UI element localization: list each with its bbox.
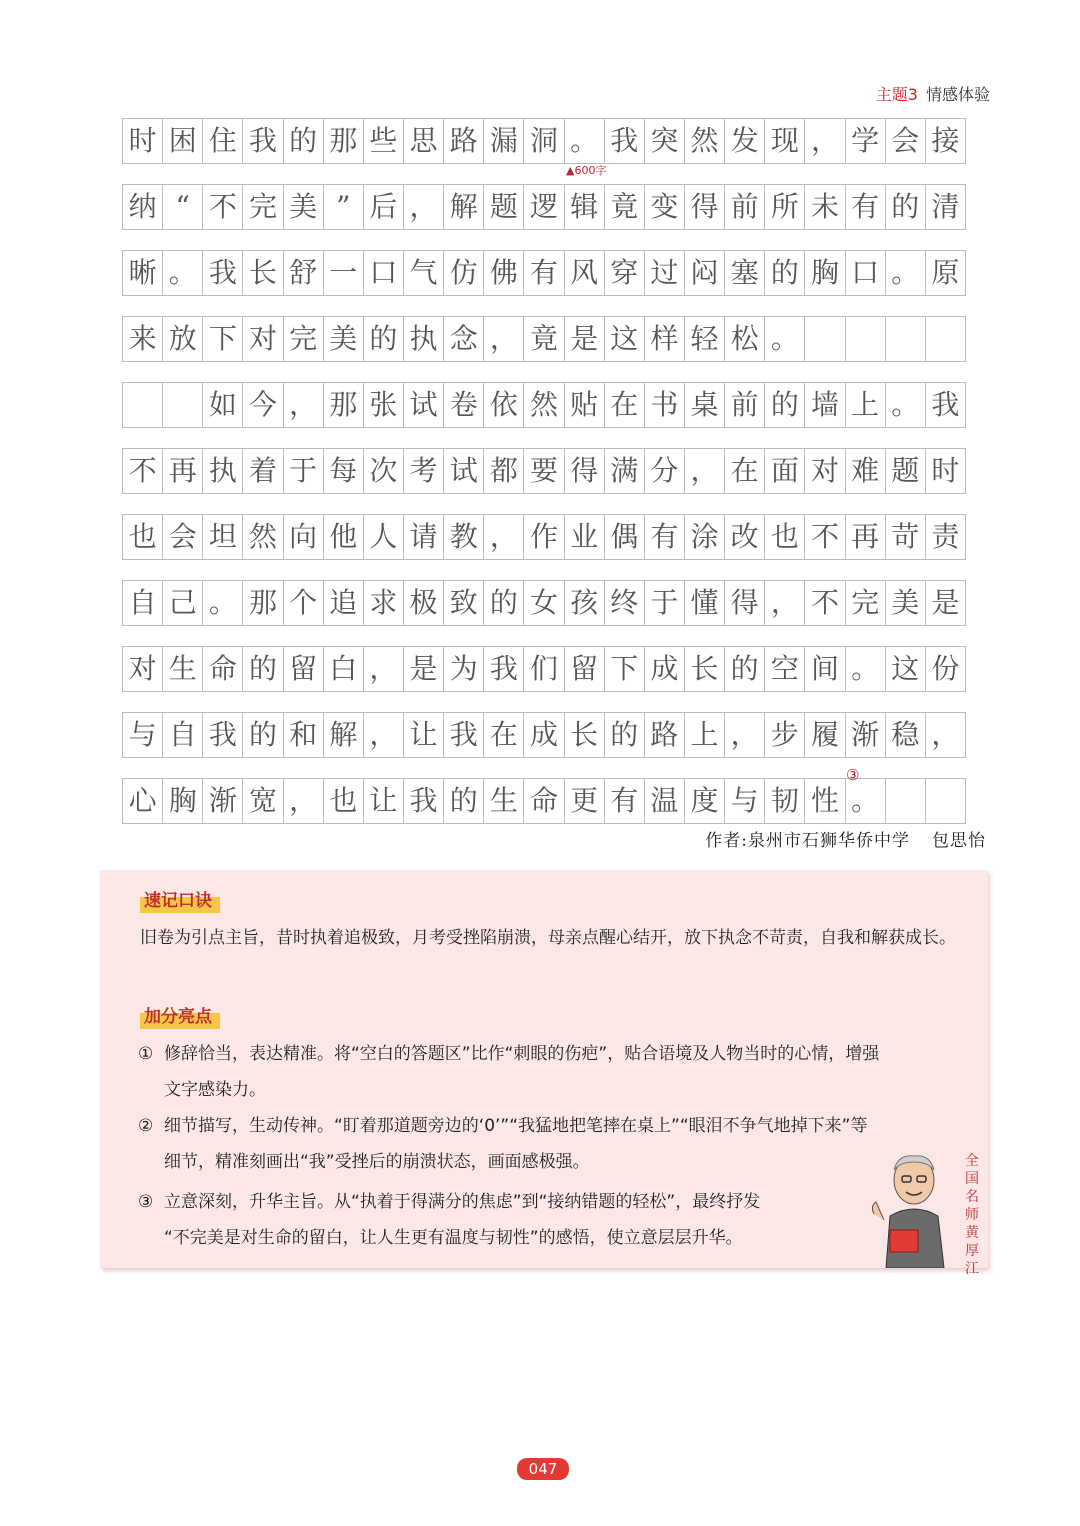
essay-cell: 闷	[685, 251, 725, 295]
essay-cell: 竟	[524, 317, 564, 361]
essay-cell: 放	[163, 317, 203, 361]
essay-cell: 美	[324, 317, 364, 361]
essay-cell: 舒	[284, 251, 324, 295]
essay-cell: 懂	[685, 581, 725, 625]
essay-cell: 今	[243, 383, 283, 427]
teacher-label: 全 国 名 师 黄 厚 江	[965, 1153, 979, 1277]
essay-cell: 履	[805, 713, 845, 757]
essay-row	[122, 448, 966, 494]
page-header	[876, 82, 990, 105]
essay-cell: 教	[444, 515, 484, 559]
essay-cell: 上	[685, 713, 725, 757]
essay-cell: 会	[163, 515, 203, 559]
essay-cell: 让	[404, 713, 444, 757]
essay-cell: 有	[605, 779, 645, 823]
essay-cell: 。	[886, 251, 926, 295]
essay-cell: 完	[284, 317, 324, 361]
essay-cell: ，	[805, 119, 845, 163]
essay-cell: 向	[284, 515, 324, 559]
author-line	[705, 826, 986, 851]
essay-cell: 长	[565, 713, 605, 757]
essay-cell: 更	[565, 779, 605, 823]
essay-cell: 完	[243, 185, 283, 229]
essay-cell: 也	[765, 515, 805, 559]
essay-cell: 们	[524, 647, 564, 691]
essay-cell: 些	[364, 119, 404, 163]
essay-cell: 稳	[886, 713, 926, 757]
essay-cell: ，	[931, 718, 960, 751]
essay-cell: 如	[203, 383, 243, 427]
essay-cell: 突	[645, 119, 685, 163]
essay-cell: 思	[404, 119, 444, 163]
essay-cell: 生	[484, 779, 524, 823]
highlight-item-1: ① 修辞恰当，表达精准。将“空白的答题区”比作“刺眼的伤疤”，贴合语境及人物当时的心情，增强 文字感染力。	[138, 1044, 880, 1100]
essay-cell: 过	[645, 251, 685, 295]
theme-number: 主题3	[875, 85, 918, 104]
essay-cell: 的	[444, 779, 484, 823]
essay-cell: ，	[725, 713, 765, 757]
essay-cell: 命	[524, 779, 564, 823]
essay-cell: 接	[931, 124, 960, 157]
essay-cell: 韧	[765, 779, 805, 823]
essay-cell: 我	[404, 779, 444, 823]
annotation-marker-3: ③	[846, 766, 860, 784]
essay-cell: 然	[524, 383, 564, 427]
author-school: 作者:泉州市石狮华侨中学	[705, 831, 910, 851]
essay-cell: 追	[324, 581, 364, 625]
essay-cell: 书	[645, 383, 685, 427]
author-name: 包思怡	[932, 831, 986, 851]
essay-cell: 。	[846, 779, 886, 823]
essay-cell: 是	[931, 586, 960, 619]
essay-cell: 风	[565, 251, 605, 295]
essay-cell: ，	[484, 515, 524, 559]
essay-cell: 那	[243, 581, 283, 625]
essay-cell: 解	[324, 713, 364, 757]
essay-cell: 墙	[805, 383, 845, 427]
essay-cell: 我	[444, 713, 484, 757]
essay-cell: 终	[605, 581, 645, 625]
essay-cell: 于	[284, 449, 324, 493]
essay-row	[122, 184, 966, 230]
essay-cell: 要	[524, 449, 564, 493]
essay-cell: 路	[645, 713, 685, 757]
essay-cell: 面	[765, 449, 805, 493]
essay-cell: 都	[484, 449, 524, 493]
essay-cell: 试	[404, 383, 444, 427]
essay-cell: 执	[203, 449, 243, 493]
essay-cell: 己	[163, 581, 203, 625]
essay-cell: 完	[846, 581, 886, 625]
essay-cell: 的	[284, 119, 324, 163]
page-number: 047	[517, 1458, 569, 1480]
essay-cell: 胸	[163, 779, 203, 823]
essay-cell: 变	[645, 185, 685, 229]
essay-cell	[163, 383, 203, 427]
essay-cell: 心	[123, 779, 163, 823]
essay-cell: 的	[765, 251, 805, 295]
essay-cell: 得	[725, 581, 765, 625]
essay-row	[122, 250, 966, 296]
essay-cell: 不	[805, 515, 845, 559]
essay-cell: 来	[123, 317, 163, 361]
essay-cell: 美	[284, 185, 324, 229]
essay-cell: 坦	[203, 515, 243, 559]
essay-cell: 苛	[886, 515, 926, 559]
essay-cell: 漏	[484, 119, 524, 163]
essay-cell: 对	[123, 647, 163, 691]
essay-cell: 对	[805, 449, 845, 493]
essay-cell: 我	[203, 713, 243, 757]
essay-cell: 也	[123, 515, 163, 559]
essay-cell: 业	[565, 515, 605, 559]
essay-cell: 考	[404, 449, 444, 493]
essay-cell: 口	[364, 251, 404, 295]
essay-row	[122, 382, 966, 428]
essay-cell	[805, 317, 845, 361]
essay-cell: 然	[685, 119, 725, 163]
essay-cell: 步	[765, 713, 805, 757]
essay-grid	[122, 118, 966, 844]
essay-cell: 有	[846, 185, 886, 229]
essay-row	[122, 514, 966, 560]
essay-cell	[846, 317, 886, 361]
essay-row	[122, 580, 966, 626]
essay-cell: 这	[605, 317, 645, 361]
mnemonic-text: 旧卷为引点主旨，昔时执着追极致，月考受挫陷崩溃，母亲点醒心结开，放下执念不苛责，自我和解获成长。	[140, 928, 956, 948]
essay-cell: 在	[725, 449, 765, 493]
essay-cell: 得	[565, 449, 605, 493]
essay-cell: 留	[565, 647, 605, 691]
essay-cell: 美	[886, 581, 926, 625]
essay-cell: 自	[163, 713, 203, 757]
essay-cell: 度	[685, 779, 725, 823]
essay-cell: 生	[163, 647, 203, 691]
essay-cell: 那	[324, 119, 364, 163]
essay-cell: 作	[524, 515, 564, 559]
essay-cell: ，	[685, 449, 725, 493]
essay-cell: 住	[203, 119, 243, 163]
essay-cell: 路	[444, 119, 484, 163]
essay-cell: 原	[931, 256, 960, 289]
mnemonic-tag: 速记口诀	[140, 884, 220, 913]
essay-cell: 轻	[685, 317, 725, 361]
essay-cell: 逻	[524, 185, 564, 229]
essay-cell: 我	[203, 251, 243, 295]
essay-cell: 与	[123, 713, 163, 757]
essay-cell: 未	[805, 185, 845, 229]
essay-cell: 改	[725, 515, 765, 559]
essay-cell: 口	[846, 251, 886, 295]
essay-cell: 这	[886, 647, 926, 691]
essay-cell: ，	[364, 647, 404, 691]
essay-cell: 题	[484, 185, 524, 229]
essay-cell: 渐	[846, 713, 886, 757]
essay-cell: 样	[645, 317, 685, 361]
essay-cell	[886, 779, 926, 823]
essay-cell: 题	[886, 449, 926, 493]
teacher-illustration	[868, 1150, 956, 1268]
essay-cell: 自	[123, 581, 163, 625]
essay-cell: 有	[645, 515, 685, 559]
essay-cell: 后	[364, 185, 404, 229]
essay-cell: ，	[484, 317, 524, 361]
essay-cell: 为	[444, 647, 484, 691]
essay-cell: 。	[565, 119, 605, 163]
essay-cell: 满	[605, 449, 645, 493]
essay-cell: 辑	[565, 185, 605, 229]
essay-cell: 分	[645, 449, 685, 493]
essay-cell: 塞	[725, 251, 765, 295]
essay-cell: 松	[725, 317, 765, 361]
theme-title: 情感体验	[925, 85, 990, 104]
essay-cell: 人	[364, 515, 404, 559]
essay-cell: 气	[404, 251, 444, 295]
highlight-item-2: ② 细节描写，生动传神。“盯着那道题旁边的‘0’”“我猛地把笔摔在桌上”“眼泪不争气地掉下来”等 细节，精准刻画出“我”受挫后的崩溃状态，画面感极强。	[138, 1116, 868, 1172]
essay-cell: 再	[163, 449, 203, 493]
essay-cell: 的	[886, 185, 926, 229]
essay-cell: 他	[324, 515, 364, 559]
essay-cell: 纳	[123, 185, 163, 229]
essay-cell: 的	[765, 383, 805, 427]
word-count-marker: ▲600字	[566, 164, 607, 177]
essay-cell: 我	[931, 388, 960, 421]
essay-cell: 请	[404, 515, 444, 559]
essay-cell: 念	[444, 317, 484, 361]
essay-cell: 责	[931, 520, 960, 553]
essay-cell: 桌	[685, 383, 725, 427]
essay-cell: 下	[605, 647, 645, 691]
essay-cell: ，	[284, 383, 324, 427]
essay-cell: 命	[203, 647, 243, 691]
essay-cell: 涂	[685, 515, 725, 559]
essay-cell: 成	[524, 713, 564, 757]
essay-cell: 。	[203, 581, 243, 625]
essay-cell: 那	[324, 383, 364, 427]
essay-cell: 。	[886, 383, 926, 427]
essay-cell: 偶	[605, 515, 645, 559]
essay-cell: 留	[284, 647, 324, 691]
essay-cell	[886, 317, 926, 361]
essay-cell: 我	[243, 119, 283, 163]
essay-cell: 我	[605, 119, 645, 163]
essay-cell: 间	[805, 647, 845, 691]
essay-cell: 我	[484, 647, 524, 691]
essay-cell	[926, 317, 965, 361]
essay-cell: 学	[846, 119, 886, 163]
essay-cell: 不	[805, 581, 845, 625]
essay-cell: 时	[931, 454, 960, 487]
highlight-item-3: ③ 立意深刻，升华主旨。从“执着于得满分的焦虑”到“接纳错题的轻松”，最终抒发 “不完美是对生命的留白，让人生更有温度与韧性”的感悟，使立意层层升华。	[138, 1192, 761, 1248]
essay-cell: 贴	[565, 383, 605, 427]
essay-cell: 在	[484, 713, 524, 757]
essay-cell: 是	[565, 317, 605, 361]
essay-cell: 竟	[605, 185, 645, 229]
essay-cell	[123, 383, 163, 427]
essay-cell: 洞	[524, 119, 564, 163]
essay-cell: 宽	[243, 779, 283, 823]
essay-cell: 对	[243, 317, 283, 361]
essay-cell: 女	[524, 581, 564, 625]
essay-cell: ，	[364, 713, 404, 757]
essay-cell: 渐	[203, 779, 243, 823]
highlights-tag: 加分亮点	[140, 1000, 220, 1029]
essay-cell: 难	[846, 449, 886, 493]
essay-cell: 白	[324, 647, 364, 691]
essay-cell: 性	[805, 779, 845, 823]
essay-cell: 份	[931, 652, 960, 685]
essay-row	[122, 646, 966, 692]
essay-cell: 极	[404, 581, 444, 625]
essay-cell: 的	[364, 317, 404, 361]
essay-cell: ”	[324, 185, 364, 229]
essay-cell: 张	[364, 383, 404, 427]
essay-cell: 让	[364, 779, 404, 823]
essay-cell: 和	[284, 713, 324, 757]
essay-cell: 每	[324, 449, 364, 493]
essay-cell: 现	[765, 119, 805, 163]
essay-cell: 解	[444, 185, 484, 229]
essay-cell: 会	[886, 119, 926, 163]
essay-cell: 佛	[484, 251, 524, 295]
essay-cell: 是	[404, 647, 444, 691]
essay-cell: 不	[203, 185, 243, 229]
essay-row	[122, 118, 966, 164]
essay-cell: 不	[123, 449, 163, 493]
essay-cell: ，	[765, 581, 805, 625]
essay-cell: 的	[605, 713, 645, 757]
essay-cell: 的	[243, 713, 283, 757]
essay-cell: 前	[725, 185, 765, 229]
essay-cell: 执	[404, 317, 444, 361]
essay-cell: 次	[364, 449, 404, 493]
essay-cell: 得	[685, 185, 725, 229]
essay-cell: 仿	[444, 251, 484, 295]
essay-cell: 清	[931, 190, 960, 223]
essay-cell: 长	[685, 647, 725, 691]
essay-cell: 前	[725, 383, 765, 427]
essay-cell: 温	[645, 779, 685, 823]
essay-cell: 所	[765, 185, 805, 229]
essay-cell: 胸	[805, 251, 845, 295]
essay-cell: 求	[364, 581, 404, 625]
essay-cell: 与	[725, 779, 765, 823]
essay-cell: 依	[484, 383, 524, 427]
essay-cell: ，	[284, 779, 324, 823]
essay-cell: 试	[444, 449, 484, 493]
essay-row	[122, 778, 966, 824]
essay-cell: 在	[605, 383, 645, 427]
essay-cell: 个	[284, 581, 324, 625]
essay-cell: 穿	[605, 251, 645, 295]
essay-cell: 也	[324, 779, 364, 823]
essay-cell: 。	[846, 647, 886, 691]
essay-cell: “	[163, 185, 203, 229]
essay-cell: 一	[324, 251, 364, 295]
essay-cell: 致	[444, 581, 484, 625]
essay-cell: 发	[725, 119, 765, 163]
essay-cell: 卷	[444, 383, 484, 427]
essay-cell: 的	[243, 647, 283, 691]
essay-row	[122, 316, 966, 362]
essay-cell: 着	[243, 449, 283, 493]
essay-cell: ，	[404, 185, 444, 229]
essay-cell: 上	[846, 383, 886, 427]
essay-cell: 下	[203, 317, 243, 361]
essay-cell	[926, 779, 965, 823]
essay-cell: 困	[163, 119, 203, 163]
essay-cell: 时	[123, 119, 163, 163]
essay-cell: 空	[765, 647, 805, 691]
essay-cell: 长	[243, 251, 283, 295]
essay-cell: 成	[645, 647, 685, 691]
essay-cell: 。	[163, 251, 203, 295]
essay-cell: 的	[484, 581, 524, 625]
essay-row	[122, 712, 966, 758]
essay-cell: 于	[645, 581, 685, 625]
essay-cell: 晰	[123, 251, 163, 295]
essay-cell: 然	[243, 515, 283, 559]
essay-cell: 的	[725, 647, 765, 691]
essay-cell: 再	[846, 515, 886, 559]
essay-cell: 孩	[565, 581, 605, 625]
essay-cell: 。	[765, 317, 805, 361]
essay-cell: 有	[524, 251, 564, 295]
